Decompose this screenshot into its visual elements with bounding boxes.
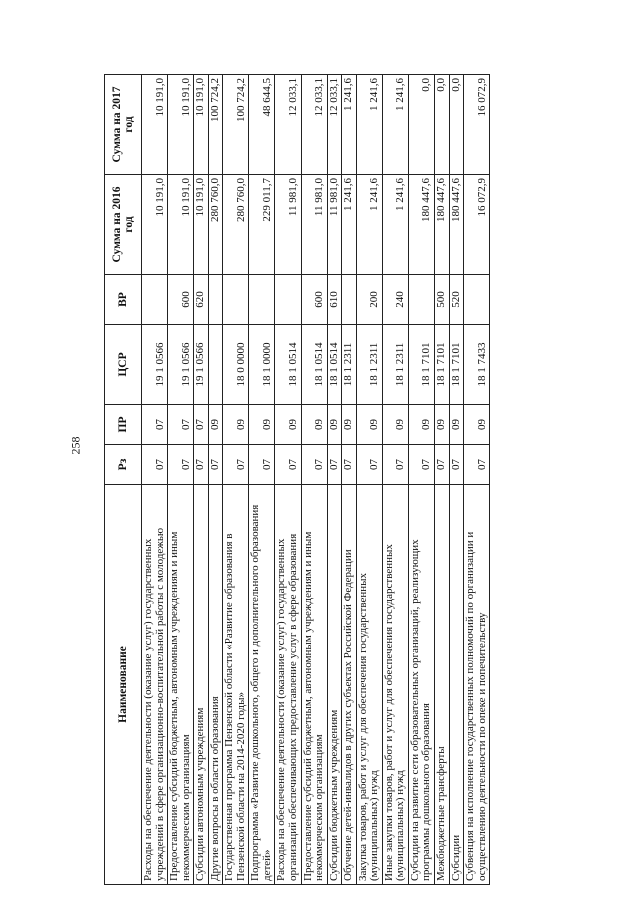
row-vr (249, 275, 275, 325)
table-row (382, 75, 408, 885)
page-number: 258 (68, 436, 83, 455)
row-rz: 07 (342, 445, 357, 485)
row-rz: 07 (249, 445, 275, 485)
row-vr (464, 275, 490, 325)
row-vr: 520 (449, 275, 464, 325)
row-vr: 200 (356, 275, 382, 325)
row-csr (208, 325, 223, 405)
row-csr: 19 1 0566 (142, 325, 168, 405)
row-sum-2016: 280 760,0 (208, 175, 223, 275)
row-rz: 07 (208, 445, 223, 485)
row-pr: 07 (194, 405, 209, 445)
row-sum-2016: 1 241,6 (382, 175, 408, 275)
row-vr (223, 275, 249, 325)
rotated-table-container (104, 75, 534, 885)
row-pr: 07 (168, 405, 194, 445)
row-vr: 600 (301, 275, 327, 325)
header-csr: ЦСР (105, 325, 142, 405)
row-name: Другие вопросы в области образования (208, 485, 223, 885)
row-name: Межбюджетные трансферты (435, 485, 450, 885)
row-csr: 18 1 0514 (275, 325, 301, 405)
table-row (356, 75, 382, 885)
row-sum-2016: 11 981,0 (275, 175, 301, 275)
row-pr: 09 (275, 405, 301, 445)
row-name: Расходы на обеспечение деятельности (оказание услуг) государственных организаций обеспечивающих предоставление услуг в сфере образования (275, 485, 301, 885)
row-sum-2016: 16 072,9 (464, 175, 490, 275)
row-sum-2017: 1 241,6 (382, 75, 408, 175)
header-sum-2016: Сумма на 2016 год (105, 175, 142, 275)
row-rz: 07 (223, 445, 249, 485)
table-row (275, 75, 301, 885)
row-pr: 09 (327, 405, 342, 445)
table-row (327, 75, 342, 885)
table-row (342, 75, 357, 885)
row-sum-2017: 1 241,6 (342, 75, 357, 175)
row-name: Субвенция на исполнение государственных полномочий по организации и осуществлению деятельности по опеке и попечительству (464, 485, 490, 885)
row-sum-2016: 180 447,6 (449, 175, 464, 275)
row-sum-2016: 10 191,0 (168, 175, 194, 275)
row-rz: 07 (301, 445, 327, 485)
row-pr: 09 (249, 405, 275, 445)
row-csr: 18 1 2311 (356, 325, 382, 405)
row-sum-2017: 0,0 (408, 75, 434, 175)
row-sum-2017: 1 241,6 (356, 75, 382, 175)
table-row (223, 75, 249, 885)
row-vr (208, 275, 223, 325)
row-rz: 07 (449, 445, 464, 485)
row-sum-2017: 12 033,1 (301, 75, 327, 175)
row-csr: 19 1 0566 (194, 325, 209, 405)
header-vr: ВР (105, 275, 142, 325)
row-name: Субсидии на развитие сети образовательных организаций, реализующих программы дошкольного образования (408, 485, 434, 885)
row-name: Государственная программа Пензенской области «Развитие образования в Пензенской области на 2014-2020 годы» (223, 485, 249, 885)
row-rz: 07 (327, 445, 342, 485)
row-name: Подпрограмма «Развитие дошкольного, общего и дополнительного образования детей» (249, 485, 275, 885)
row-sum-2017: 0,0 (449, 75, 464, 175)
row-sum-2016: 11 981,0 (327, 175, 342, 275)
row-csr: 18 1 0514 (327, 325, 342, 405)
row-vr: 240 (382, 275, 408, 325)
table-row (449, 75, 464, 885)
row-name: Предоставление субсидий бюджетным, автономным учреждениям и иным некоммерческим организациям (301, 485, 327, 885)
row-pr: 09 (208, 405, 223, 445)
row-name: Закупка товаров, работ и услуг для обеспечения государственных (муниципальных) нужд (356, 485, 382, 885)
row-sum-2017: 16 072,9 (464, 75, 490, 175)
header-rz: Рз (105, 445, 142, 485)
header-name: Наименование (105, 485, 142, 885)
row-rz: 07 (382, 445, 408, 485)
row-csr: 18 1 2311 (382, 325, 408, 405)
row-pr: 09 (342, 405, 357, 445)
row-csr: 18 1 0514 (301, 325, 327, 405)
row-pr: 09 (356, 405, 382, 445)
row-name: Предоставление субсидий бюджетным, автономным учреждениям и иным некоммерческим организациям (168, 485, 194, 885)
table-row (464, 75, 490, 885)
row-pr: 09 (435, 405, 450, 445)
row-sum-2016: 10 191,0 (194, 175, 209, 275)
row-sum-2017: 100 724,2 (223, 75, 249, 175)
row-rz: 07 (464, 445, 490, 485)
row-vr: 600 (168, 275, 194, 325)
row-vr (342, 275, 357, 325)
row-sum-2016: 180 447,6 (435, 175, 450, 275)
row-name: Субсидии бюджетным учреждениям (327, 485, 342, 885)
row-sum-2016: 11 981,0 (301, 175, 327, 275)
table-row (408, 75, 434, 885)
row-name: Субсидии автономным учреждениям (194, 485, 209, 885)
row-vr: 620 (194, 275, 209, 325)
row-sum-2016: 10 191,0 (142, 175, 168, 275)
row-name: Иные закупки товаров, работ и услуг для обеспечения государственных (муниципальных) нужд (382, 485, 408, 885)
table-row (168, 75, 194, 885)
row-rz: 07 (194, 445, 209, 485)
row-sum-2017: 10 191,0 (142, 75, 168, 175)
row-csr: 18 1 7433 (464, 325, 490, 405)
row-rz: 07 (435, 445, 450, 485)
row-name: Расходы на обеспечение деятельности (оказание услуг) государственных учреждений в сфере организационно-воспитательной работы с молодежью (142, 485, 168, 885)
table-row (249, 75, 275, 885)
row-name: Субсидии (449, 485, 464, 885)
row-pr: 09 (382, 405, 408, 445)
row-sum-2017: 100 724,2 (208, 75, 223, 175)
row-name: Обучение детей-инвалидов в других субъектах Российской Федерации (342, 485, 357, 885)
table-row (435, 75, 450, 885)
row-csr: 18 1 0000 (249, 325, 275, 405)
row-csr: 18 1 7101 (408, 325, 434, 405)
row-vr (408, 275, 434, 325)
row-csr: 19 1 0566 (168, 325, 194, 405)
row-pr: 07 (142, 405, 168, 445)
table-row (142, 75, 168, 885)
row-rz: 07 (356, 445, 382, 485)
table-header-row (105, 75, 142, 885)
header-pr: ПР (105, 405, 142, 445)
row-csr: 18 1 7101 (435, 325, 450, 405)
row-pr: 09 (449, 405, 464, 445)
row-sum-2016: 180 447,6 (408, 175, 434, 275)
row-pr: 09 (464, 405, 490, 445)
row-pr: 09 (408, 405, 434, 445)
row-rz: 07 (168, 445, 194, 485)
table-row (194, 75, 209, 885)
row-sum-2017: 12 033,1 (327, 75, 342, 175)
row-csr: 18 0 0000 (223, 325, 249, 405)
row-rz: 07 (408, 445, 434, 485)
row-pr: 09 (223, 405, 249, 445)
row-sum-2017: 10 191,0 (194, 75, 209, 175)
table-row (208, 75, 223, 885)
row-sum-2016: 1 241,6 (356, 175, 382, 275)
row-sum-2016: 229 011,7 (249, 175, 275, 275)
row-sum-2017: 10 191,0 (168, 75, 194, 175)
row-rz: 07 (275, 445, 301, 485)
row-vr: 500 (435, 275, 450, 325)
row-sum-2016: 1 241,6 (342, 175, 357, 275)
row-sum-2016: 280 760,0 (223, 175, 249, 275)
row-rz: 07 (142, 445, 168, 485)
row-sum-2017: 48 644,5 (249, 75, 275, 175)
budget-table (104, 74, 490, 885)
table-row (301, 75, 327, 885)
row-sum-2017: 0,0 (435, 75, 450, 175)
row-pr: 09 (301, 405, 327, 445)
row-vr (142, 275, 168, 325)
row-vr: 610 (327, 275, 342, 325)
row-csr: 18 1 7101 (449, 325, 464, 405)
row-csr: 18 1 2311 (342, 325, 357, 405)
header-sum-2017: Сумма на 2017 год (105, 75, 142, 175)
row-sum-2017: 12 033,1 (275, 75, 301, 175)
row-vr (275, 275, 301, 325)
